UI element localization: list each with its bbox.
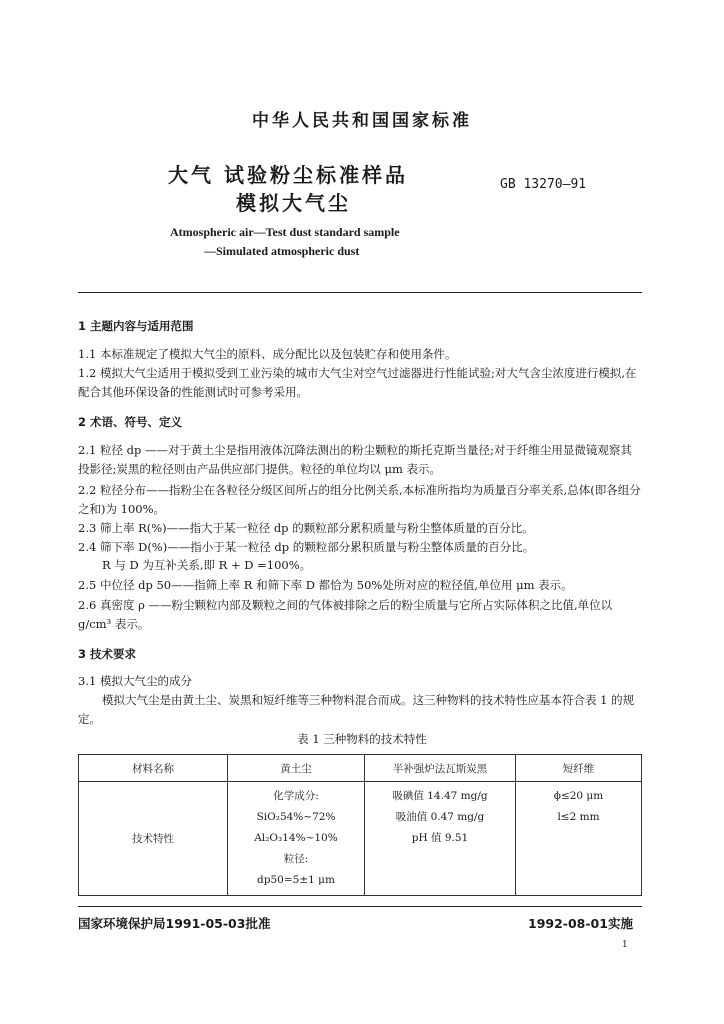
- loess-cell: [228, 782, 365, 896]
- effective-date: 1992-08-01实施: [528, 916, 633, 931]
- section-1-heading: 1 主题内容与适用范围: [78, 319, 194, 333]
- clause-2-6: 2.6 真密度 ρ ——粉尘颗粒内部及颗粒之间的气体被排除之后的粉尘质量与它所占实际体积之比值,单位以 g/cm³ 表示。: [78, 598, 613, 631]
- title-line-1: 大气 试验粉尘标准样品: [168, 163, 408, 187]
- section-2-heading: 2 术语、符号、定义: [78, 415, 183, 429]
- header-rule: [78, 292, 642, 293]
- clause-1-2: 1.2 模拟大气尘适用于模拟受到工业污染的城市大气尘对空气过滤器进行性能试验;对大气含尘浓度进行模拟,在配合其他环保设备的性能测试时可参考采用。: [78, 366, 637, 399]
- clause-2-5: 2.5 中位径 dp 50——指筛上率 R 和筛下率 D 都恰为 50%处所对应的粒径值,单位用 μm 表示。: [78, 578, 573, 592]
- fiber-line: ϕ≤20 μm: [553, 790, 604, 802]
- loess-line: 粒径:: [283, 853, 309, 865]
- row-label: 技术特性: [79, 782, 228, 896]
- loess-line: SiO₂54%~72%: [256, 811, 336, 823]
- col-header-loess: 黄土尘: [228, 755, 365, 782]
- english-title-1: Atmospheric air—Test dust standard sample: [170, 225, 400, 239]
- english-title-2: —Simulated atmospheric dust: [204, 244, 360, 258]
- carbon-line: 吸碘值 14.47 mg/g: [392, 790, 488, 802]
- approval-date: 国家环境保护局1991-05-03批准: [78, 916, 271, 931]
- carbon-line: 吸油值 0.47 mg/g: [395, 811, 485, 823]
- loess-line: Al₂O₃14%~10%: [254, 832, 338, 844]
- clause-2-1: 2.1 粒径 dp ——对于黄土尘是指用液体沉降法测出的粉尘颗粒的斯托克斯当量径;对于纤维尘用显微镜观察其投影径;炭黑的粒径则由产品供应部门提供。粒径的单位均以 μm 表示。: [78, 443, 632, 476]
- page-number: 1: [622, 940, 628, 950]
- section-3-heading: 3 技术要求: [78, 647, 137, 661]
- clause-3-1-text: 模拟大气尘是由黄土尘、炭黑和短纤维等三种物料混合而成。这三种物料的技术特性应基本符合表 1 的规定。: [78, 693, 635, 726]
- clause-1-1: 1.1 本标准规定了模拟大气尘的原料、成分配比以及包装贮存和使用条件。: [78, 347, 457, 361]
- carbon-cell: [365, 782, 516, 896]
- clause-2-4-note: R 与 D 为互补关系,即 R + D =100%。: [102, 558, 312, 572]
- clause-2-4: 2.4 筛下率 D(%)——指小于某一粒径 dp 的颗粒部分累积质量与粉尘整体质量的百分比。: [78, 540, 535, 554]
- col-header-carbon-black: 半补强炉法瓦斯炭黑: [365, 755, 516, 782]
- fiber-cell: [516, 782, 642, 896]
- carbon-line: pH 值 9.51: [411, 832, 469, 844]
- col-header-fiber: 短纤维: [516, 755, 642, 782]
- clause-2-3: 2.3 筛上率 R(%)——指大于某一粒径 dp 的颗粒部分累积质量与粉尘整体质量的百分比。: [78, 521, 534, 535]
- clause-2-2: 2.2 粒径分布——指粉尘在各粒径分级区间所占的组分比例关系,本标准所指均为质量百分率关系,总体(即各组分之和)为 100%。: [78, 483, 641, 516]
- loess-line: dp50=5±1 μm: [257, 874, 335, 886]
- standard-code: GB 13270—91: [500, 177, 587, 192]
- title-line-2: 模拟大气尘: [236, 191, 351, 215]
- clause-3-1: 3.1 模拟大气尘的成分: [78, 674, 192, 688]
- footer-rule: [78, 906, 642, 907]
- table-caption: 表 1 三种物料的技术特性: [297, 732, 427, 746]
- col-header-material: 材料名称: [79, 755, 228, 782]
- loess-line: 化学成分:: [273, 790, 319, 802]
- issuing-body: 中华人民共和国国家标准: [252, 111, 472, 131]
- fiber-line: l≤2 mm: [557, 811, 600, 823]
- spec-table: [78, 754, 642, 896]
